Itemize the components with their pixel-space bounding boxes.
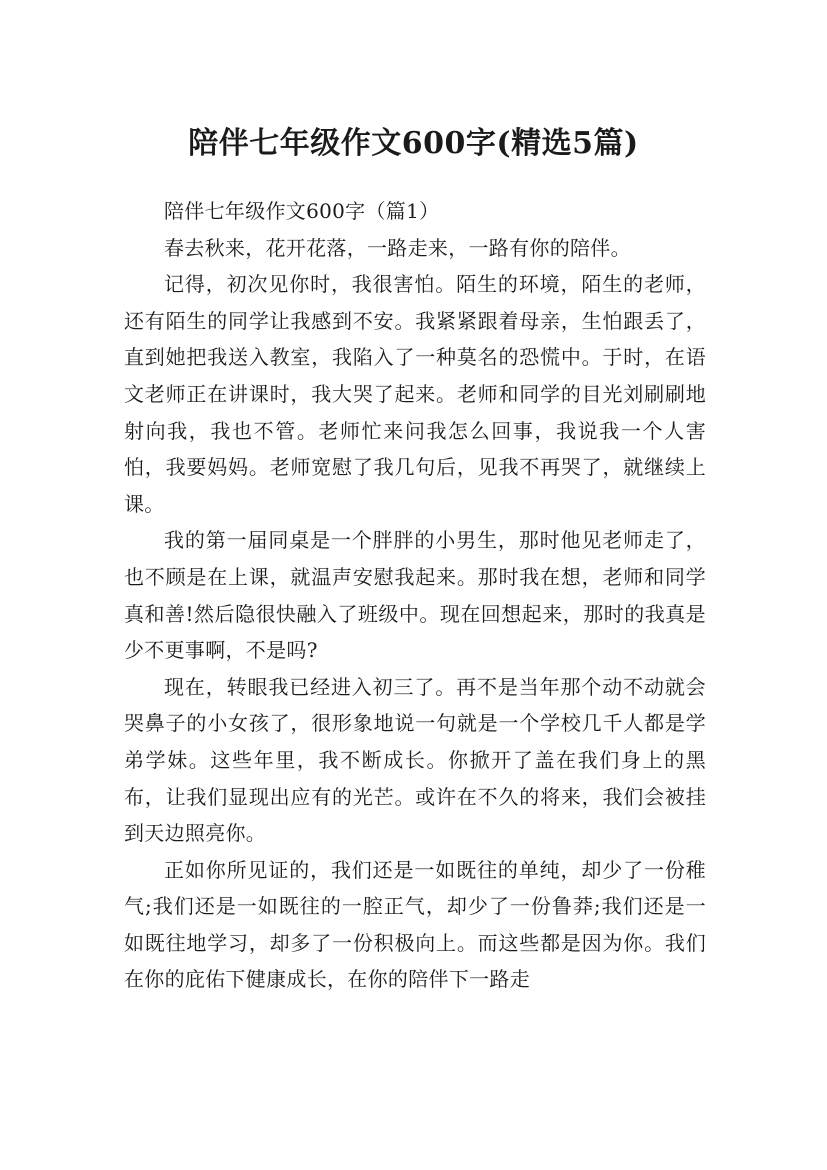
section-heading: 陪伴七年级作文600字（篇1） [164,199,440,223]
document-body [124,193,706,998]
document-title: 陪伴七年级作文600字(精选5篇) [188,126,639,162]
paragraph-5: 正如你所见证的，我们还是一如既往的单纯，却少了一份稚气;我们还是一如既往的一腔正气，却少了一份鲁莽;我们还是一如既往地学习，却多了一份积极向上。而这些都是因为你。我们在你的庇佑下健康成长，在你的陪伴下一路走 [124,857,706,992]
paragraph-3: 我的第一届同桌是一个胖胖的小男生，那时他见老师走了，也不顾是在上课，就温声安慰我起来。那时我在想，老师和同学真和善!然后隐很快融入了班级中。现在回想起来，那时的我真是少不更事啊，不是吗? [124,528,706,663]
paragraph-2: 记得，初次见你时，我很害怕。陌生的环境，陌生的老师，还有陌生的同学让我感到不安。我紧紧跟着母亲，生怕跟丢了，直到她把我送入教室，我陷入了一种莫名的恐慌中。于时，在语文老师正在讲课时，我大哭了起来。老师和同学的目光刘刷刷地射向我，我也不管。老师忙来问我怎么回事，我说我一个人害怕，我要妈妈。老师宽慰了我几句后，见我不再哭了，就继续上课。 [124,272,706,516]
paragraph-1: 春去秋来，花开花落，一路走来，一路有你的陪伴。 [164,235,631,260]
paragraph-4: 现在，转眼我已经进入初三了。再不是当年那个动不动就会哭鼻子的小女孩了，很形象地说一句就是一个学校几千人都是学弟学妹。这些年里，我不断成长。你掀开了盖在我们身上的黑布，让我们显现出应有的光芒。或许在不久的将来，我们会被挂到天边照亮你。 [124,674,706,846]
